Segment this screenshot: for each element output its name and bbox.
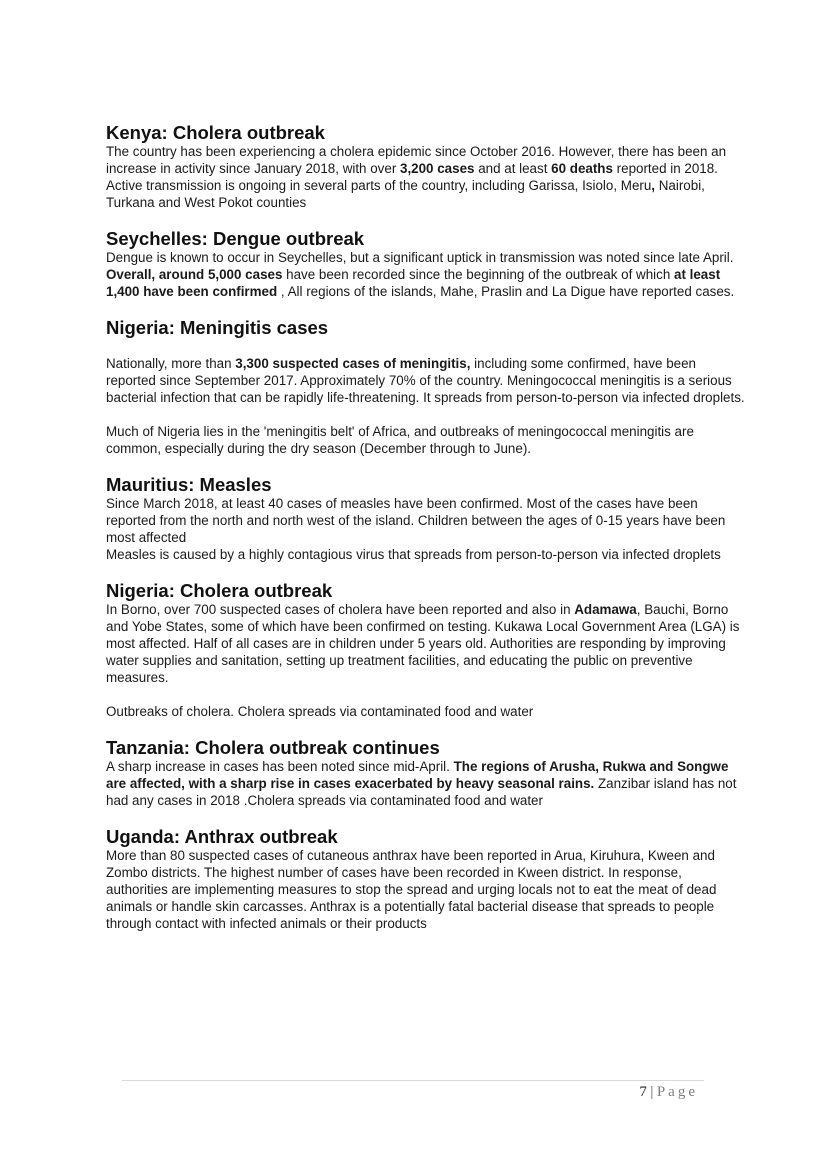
text-run: Measles is caused by a highly contagious virus that spreads from person-to-person via infected droplets [106, 547, 721, 562]
bold-text: , [651, 178, 656, 193]
section [106, 474, 746, 563]
text-run: In Borno, over 700 suspected cases of cholera have been reported and also in [106, 602, 575, 617]
section-paragraph [106, 423, 746, 457]
page-label: Page [656, 1084, 698, 1100]
page-number: 7 [639, 1084, 648, 1100]
bold-text: Overall, around 5,000 cases [106, 267, 283, 282]
section [106, 826, 746, 932]
text-run: Much of Nigeria lies in the 'meningitis belt' of Africa, and outbreaks of meningococcal meningitis are common, especially during the dry season (December through to June). [106, 424, 694, 456]
section-heading: Nigeria: Meningitis cases [106, 317, 329, 338]
section-paragraph [106, 355, 746, 406]
bold-text: 3,300 suspected cases of meningitis, [235, 356, 471, 371]
section [106, 122, 746, 211]
page-footer [639, 1084, 698, 1101]
section-paragraph [106, 758, 746, 809]
text-run: A sharp increase in cases has been noted since mid-April. [106, 759, 454, 774]
section-paragraph [106, 703, 746, 720]
text-run: Nairobi, Turkana and West Pokot counties [106, 178, 705, 210]
footer-separator: | [650, 1084, 654, 1100]
section-heading: Uganda: Anthrax outbreak [106, 826, 338, 847]
bold-text: The regions of Arusha, Rukwa and Songwe are affected, with a sharp rise in cases exacerbated by heavy seasonal rains. [106, 759, 729, 791]
text-run: , Bauchi, Borno and Yobe States, some of which have been confirmed on testing. Kukawa Local Government Area (LGA) is most affected. Half of all cases are in children under 5 years old. Authorities are responding by improving water supplies and sanitation, setting up treatment facilities, and educating the public on preventive measures. [106, 602, 740, 685]
text-run: and at least [474, 161, 552, 176]
bold-text: Adamawa [574, 602, 637, 617]
text-run: reported in 2018. Active transmission is ongoing in several parts of the country, including Garissa, Isiolo, Meru [106, 161, 718, 193]
section-heading: Nigeria: Cholera outbreak [106, 580, 333, 601]
section [106, 317, 746, 457]
section-paragraph [106, 143, 746, 211]
bold-text: 3,200 cases [400, 161, 475, 176]
document-body [106, 122, 746, 949]
section-heading: Mauritius: Measles [106, 474, 272, 495]
text-run: Dengue is known to occur in Seychelles, but a significant uptick in transmission was noted since late April. [106, 250, 734, 265]
text-run: Since March 2018, at least 40 cases of measles have been confirmed. Most of the cases have been reported from the north and north west of the island. Children between the ages of 0-15 years have been most affected [106, 496, 726, 545]
text-run: The country has been experiencing a cholera epidemic since October 2016. However, there has been an increase in activity since January 2018, with over [106, 144, 727, 176]
section-paragraph [106, 601, 746, 686]
text-run: , All regions of the islands, Mahe, Praslin and La Digue have reported cases. [277, 284, 735, 299]
text-run: Outbreaks of cholera. Cholera spreads via contaminated food and water [106, 704, 534, 719]
text-run: More than 80 suspected cases of cutaneous anthrax have been reported in Arua, Kiruhura, Kween and Zombo districts. The highest number of cases have been recorded in Kween district. In response, authorities are implementing measures to stop the spread and urging locals not to eat the meat of dead animals or handle skin carcasses. Anthrax is a potentially fatal bacterial disease that spreads to people through contact with infected animals or their products [106, 848, 717, 931]
section-paragraph [106, 546, 746, 563]
bold-text: 60 deaths [551, 161, 613, 176]
text-run: including some confirmed, have been reported since September 2017. Approximately 70% of the country. Meningococcal meningitis is a serious bacterial infection that can be rapidly life-threatening. It spreads from person-to-person via infected droplets. [106, 356, 745, 405]
section [106, 228, 746, 300]
section-heading: Kenya: Cholera outbreak [106, 122, 325, 143]
section-paragraph [106, 249, 746, 300]
section [106, 580, 746, 720]
section-heading: Tanzania: Cholera outbreak continues [106, 737, 440, 758]
footer-divider [122, 1080, 704, 1081]
section-paragraph [106, 847, 746, 932]
text-run: have been recorded since the beginning of the outbreak of which [282, 267, 674, 282]
text-run: Zanzibar island has not had any cases in 2018 .Cholera spreads via contaminated food and water [106, 776, 737, 808]
text-run: Nationally, more than [106, 356, 236, 371]
section-paragraph [106, 495, 746, 546]
bold-text: at least 1,400 have been confirmed [106, 267, 721, 299]
section-heading: Seychelles: Dengue outbreak [106, 228, 365, 249]
section [106, 737, 746, 809]
